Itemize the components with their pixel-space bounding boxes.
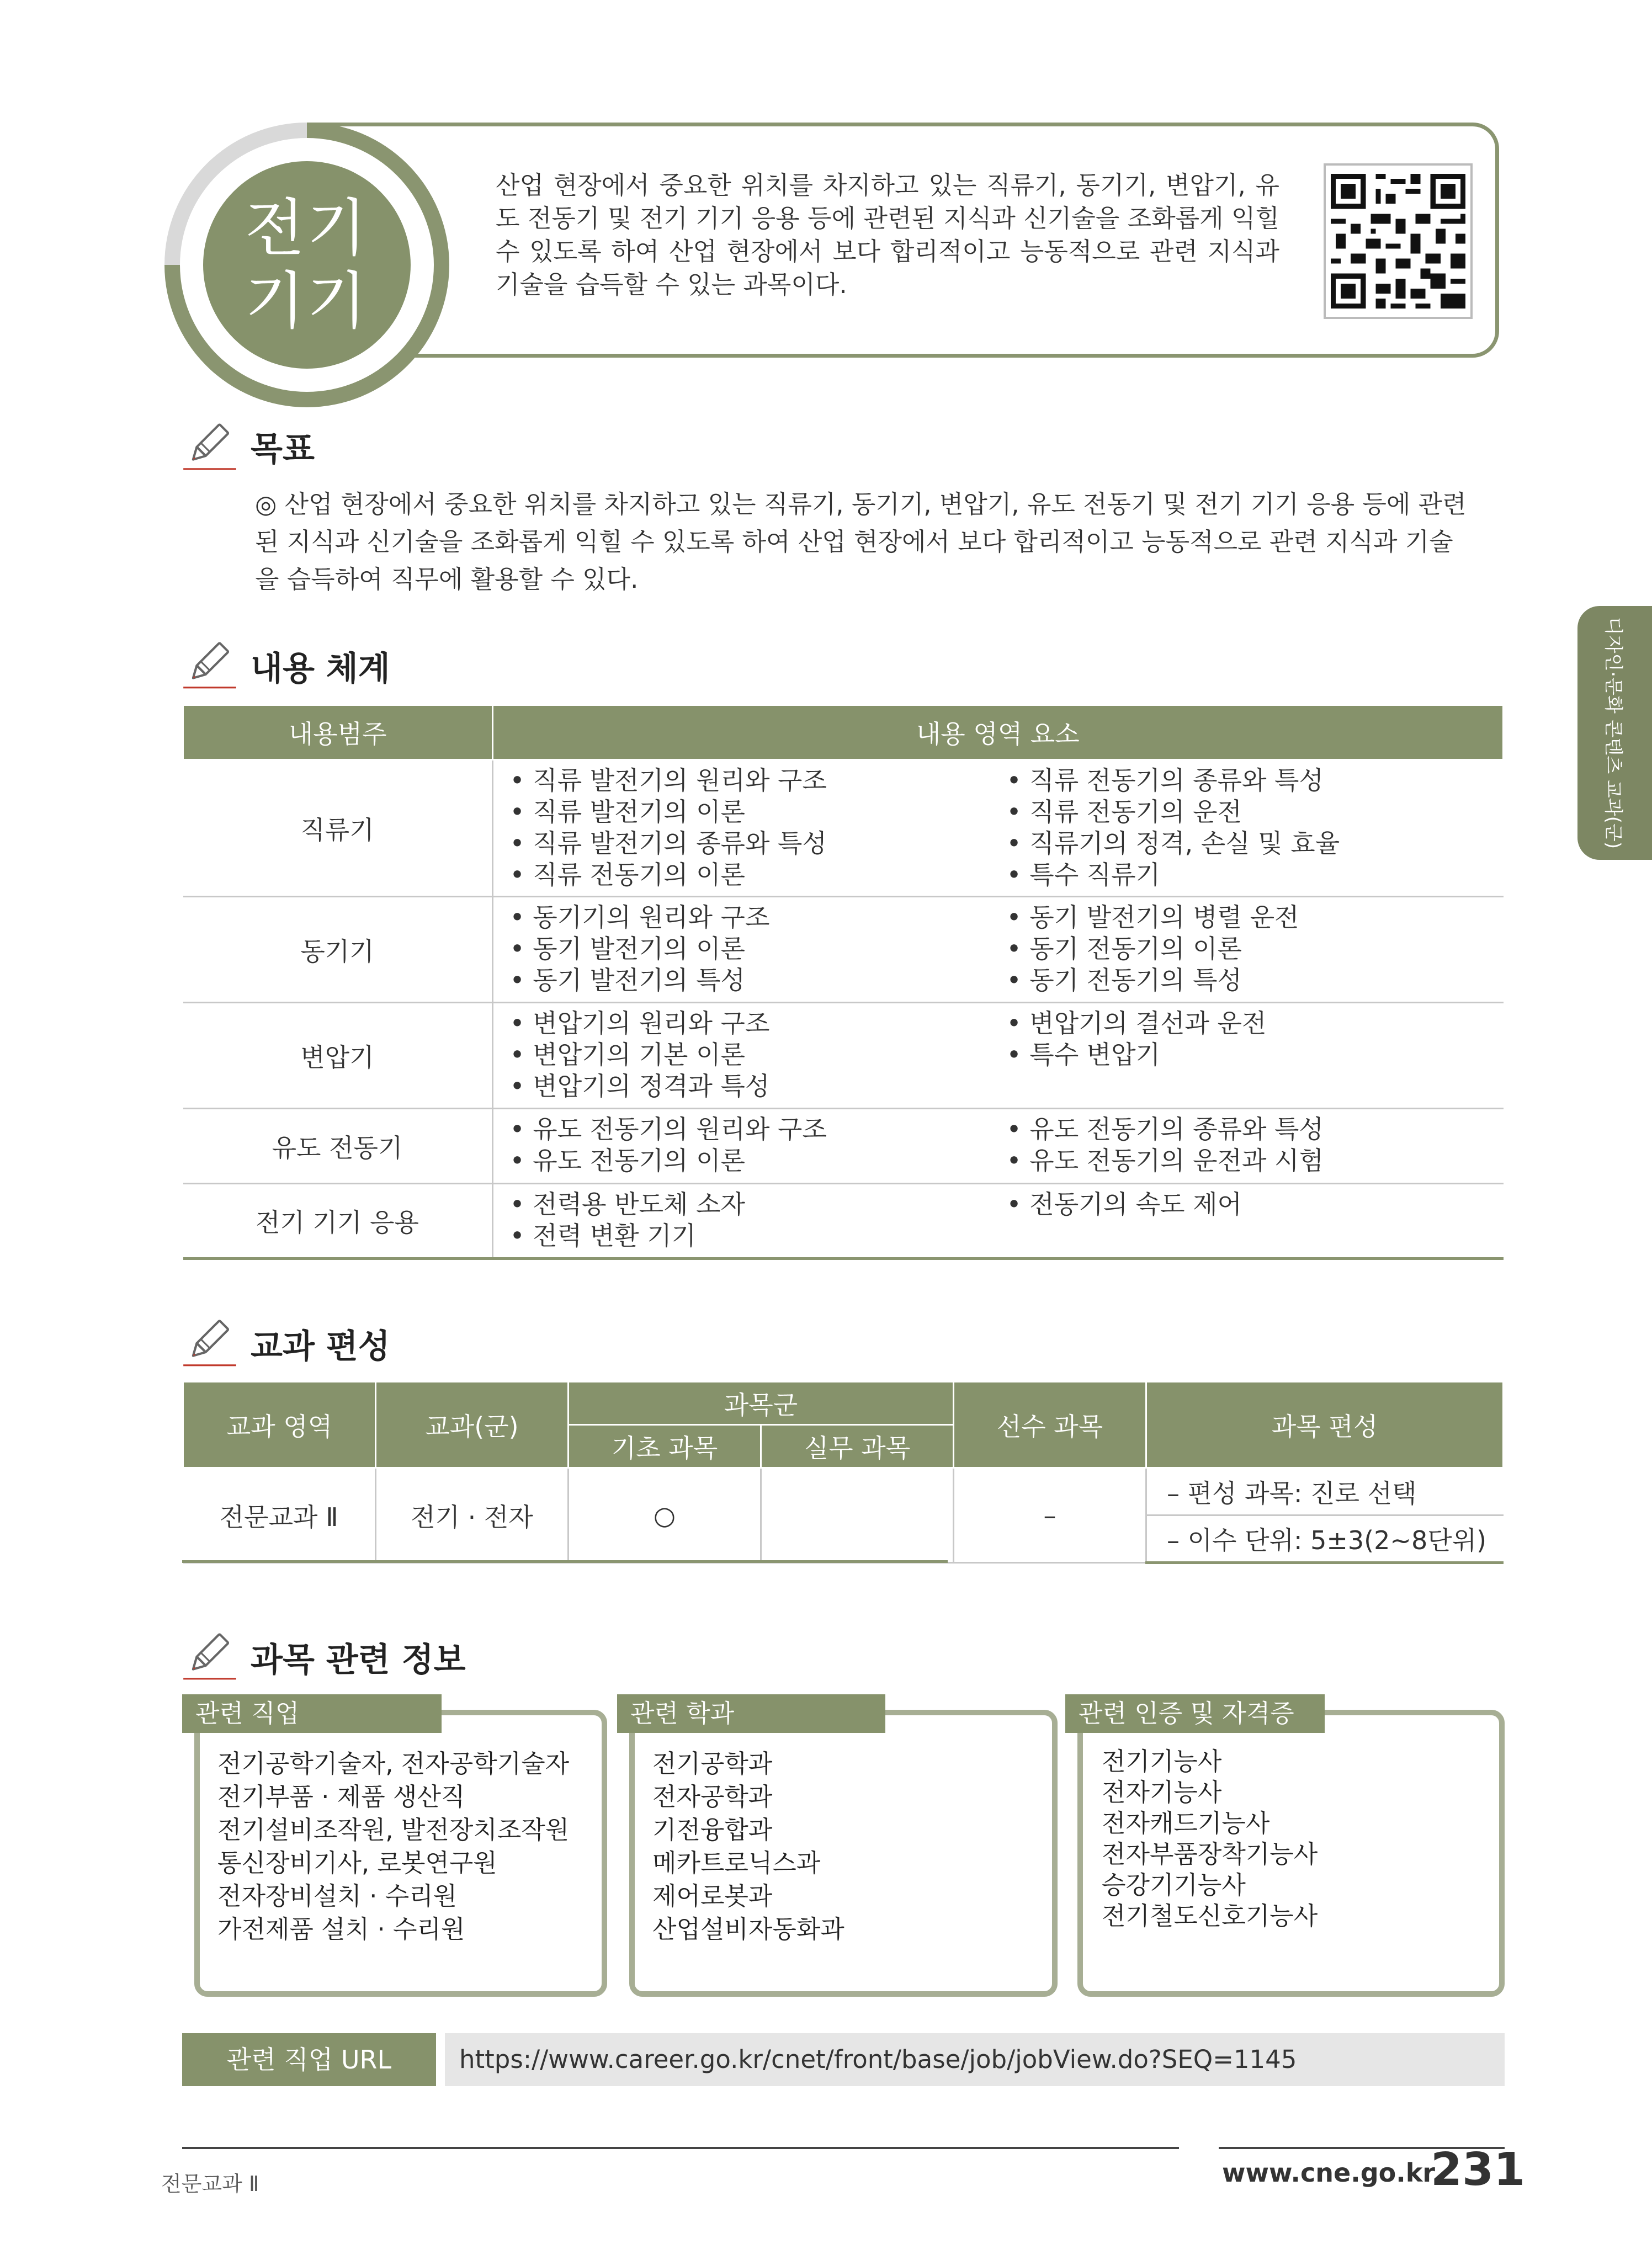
elements-left [510, 1189, 1007, 1252]
list-item: • 동기 전동기의 특성 [1006, 965, 1242, 995]
content-system-table [182, 704, 1504, 1260]
cell-basic: ○ [569, 1468, 761, 1563]
list-item: • 동기 발전기의 병렬 운전 [1006, 902, 1299, 932]
list-item: • 직류기의 정격, 손실 및 효율 [1006, 828, 1340, 858]
list-item: • 동기기의 원리와 구조 [509, 902, 770, 932]
list-item: • 유도 전동기의 원리와 구조 [509, 1114, 827, 1144]
list-item: • 변압기의 기본 이론 [509, 1040, 745, 1070]
list-item: • 직류 전동기의 운전 [1006, 797, 1242, 827]
list-item: 제어로봇과 [652, 1881, 773, 1911]
list-item: • 직류 발전기의 이론 [509, 797, 745, 827]
list-item: 전자부품장착기능사 [1102, 1839, 1318, 1869]
related-job-url-label: 관련 직업 URL [182, 2033, 436, 2086]
elements-right [1007, 1189, 1504, 1252]
related-jobs-list [217, 1747, 569, 1946]
elements-left [510, 765, 1007, 891]
table-bottom-rule [182, 1560, 948, 1563]
section-title-goal: 목표 [251, 430, 315, 469]
table-header-course-group: 과목군 [569, 1382, 954, 1425]
list-item: 전기설비조작원, 발전장치조작원 [217, 1815, 570, 1844]
table-row [183, 1109, 1504, 1184]
related-depts-label: 관련 학과 [617, 1694, 885, 1733]
list-item: 전자기능사 [1102, 1778, 1222, 1807]
list-item: • 전력 변환 기기 [509, 1221, 697, 1251]
related-certs-list [1102, 1746, 1318, 1932]
section-title-content-system: 내용 체계 [251, 650, 390, 688]
table-header-elements: 내용 영역 요소 [492, 705, 1504, 760]
row-elements [492, 1109, 1504, 1184]
list-item: 전기부품 · 제품 생산직 [217, 1782, 465, 1811]
list-item: • 동기 발전기의 이론 [509, 934, 745, 964]
list-item: • 직류 전동기의 이론 [509, 860, 745, 890]
table-row [183, 897, 1504, 1003]
list-item: • 전동기의 속도 제어 [1006, 1189, 1242, 1219]
elements-right [1007, 1008, 1504, 1102]
table-row [183, 760, 1504, 897]
table-header-prereq: 선수 과목 [954, 1382, 1146, 1468]
footer-book-title: 전문교과 Ⅱ [161, 2172, 259, 2196]
list-item: 전기기능사 [1102, 1747, 1222, 1776]
cell-area: 전문교과 Ⅱ [183, 1468, 376, 1563]
table-header-basic: 기초 과목 [569, 1425, 761, 1468]
list-item: 메카트로닉스과 [652, 1848, 821, 1878]
list-item: • 특수 직류기 [1006, 860, 1161, 890]
row-category: 동기기 [183, 897, 493, 1003]
list-item: 전기공학기술자, 전자공학기술자 [217, 1749, 570, 1778]
subject-title-line2: 기기 [245, 265, 369, 337]
list-item: • 유도 전동기의 이론 [509, 1146, 745, 1176]
list-item: 전기공학과 [652, 1749, 773, 1778]
list-item: • 직류 발전기의 종류와 특성 [509, 828, 827, 858]
related-certs-label: 관련 인증 및 자격증 [1065, 1694, 1325, 1733]
table-header-composition: 과목 편성 [1146, 1382, 1504, 1468]
curriculum-table [182, 1381, 1504, 1564]
list-item: 전기철도신호기능사 [1102, 1901, 1318, 1931]
row-elements [492, 1184, 1504, 1259]
list-item: • 특수 변압기 [1006, 1040, 1161, 1070]
goal-text: ◎ 산업 현장에서 중요한 위치를 차지하고 있는 직류기, 동기기, 변압기, 유도 전동기 및 전기 기기 응용 등에 관련된 지식과 신기술을 조화롭게 익힐 수 있도록 하여 산업 현장에서 보다 합리적이고 능동적으로 관련 지식과 기술을 습득하여 직무에 활용할 수 있다. [255, 490, 1467, 594]
row-category: 전기 기기 응용 [183, 1184, 493, 1259]
list-item: 전자캐드기능사 [1102, 1809, 1270, 1838]
table-row [183, 1003, 1504, 1109]
elements-left [510, 902, 1007, 996]
list-item: • 동기 전동기의 이론 [1006, 934, 1242, 964]
list-item: • 유도 전동기의 종류와 특성 [1006, 1114, 1324, 1144]
row-category: 변압기 [183, 1003, 493, 1109]
footer-website-link[interactable]: www.cne.go.kr [1222, 2158, 1435, 2188]
list-item: 전자공학과 [652, 1782, 773, 1811]
footer-divider [182, 2147, 1179, 2149]
intro-text: 산업 현장에서 중요한 위치를 차지하고 있는 직류기, 동기기, 변압기, 유도 전동기 및 전기 기기 응용 등에 관련된 지식과 신기술을 조화롭게 익힐 수 있도록 하여 산업 현장에서 보다 합리적이고 능동적으로 관련 지식과 기술을 습득할 수 있는 과목이다. [496, 171, 1279, 299]
side-chapter-tab-label: 디자인·문화 콘텐츠 교과(군) [1602, 616, 1624, 849]
list-item: • 유도 전동기의 운전과 시험 [1006, 1146, 1324, 1176]
cell-practical [761, 1468, 954, 1563]
related-job-url-link[interactable]: https://www.career.go.kr/cnet/front/base/job/jobView.do?SEQ=1145 [445, 2033, 1505, 2086]
cell-composition-2: – 이수 단위: 5±3(2~8단위) [1146, 1515, 1504, 1563]
list-item: • 직류 전동기의 종류와 특성 [1006, 765, 1324, 795]
list-item: • 동기 발전기의 특성 [509, 965, 745, 995]
pencil-icon [181, 1625, 238, 1684]
table-row [183, 1184, 1504, 1259]
list-item: 가전제품 설치 · 수리원 [217, 1915, 465, 1944]
list-item: • 전력용 반도체 소자 [509, 1189, 745, 1219]
list-item: • 변압기의 결선과 운전 [1006, 1008, 1267, 1038]
related-depts-list [652, 1747, 844, 1946]
row-elements [492, 1003, 1504, 1109]
list-item: • 직류 발전기의 원리와 구조 [509, 765, 827, 795]
subject-title-line1: 전기 [245, 193, 369, 264]
table-header-practical: 실무 과목 [761, 1425, 954, 1468]
section-title-curriculum: 교과 편성 [251, 1327, 390, 1366]
row-category: 직류기 [183, 760, 493, 897]
cell-subject-group: 전기 · 전자 [376, 1468, 569, 1563]
cell-prereq: – [954, 1468, 1146, 1563]
pencil-icon [181, 415, 238, 475]
list-item: 승강기기능사 [1102, 1870, 1246, 1900]
list-item: 통신장비기사, 로봇연구원 [217, 1848, 497, 1878]
table-header-subject-group: 교과(군) [376, 1382, 569, 1468]
side-chapter-tab[interactable] [1577, 606, 1652, 860]
pencil-icon [181, 634, 238, 693]
list-item: • 변압기의 원리와 구조 [509, 1008, 770, 1038]
list-item: 기전융합과 [652, 1815, 773, 1844]
qr-code-icon[interactable] [1324, 163, 1473, 319]
row-category: 유도 전동기 [183, 1109, 493, 1184]
cell-composition-1: – 편성 과목: 진로 선택 [1146, 1468, 1504, 1515]
list-item: 산업설비자동화과 [652, 1915, 844, 1944]
elements-left [510, 1008, 1007, 1102]
subject-circle [203, 161, 411, 369]
row-elements [492, 760, 1504, 897]
elements-left [510, 1114, 1007, 1177]
elements-right [1007, 765, 1504, 891]
elements-right [1007, 1114, 1504, 1177]
list-item: 전자장비설치 · 수리원 [217, 1881, 458, 1911]
pencil-icon [181, 1311, 238, 1371]
list-item: • 변압기의 정격과 특성 [509, 1071, 770, 1101]
elements-right [1007, 902, 1504, 996]
row-elements [492, 897, 1504, 1003]
section-title-related-info: 과목 관련 정보 [251, 1641, 466, 1679]
table-header-category: 내용범주 [183, 705, 493, 760]
related-jobs-label: 관련 직업 [182, 1694, 442, 1733]
page-number: 231 [1431, 2144, 1526, 2196]
table-header-area: 교과 영역 [183, 1382, 376, 1468]
